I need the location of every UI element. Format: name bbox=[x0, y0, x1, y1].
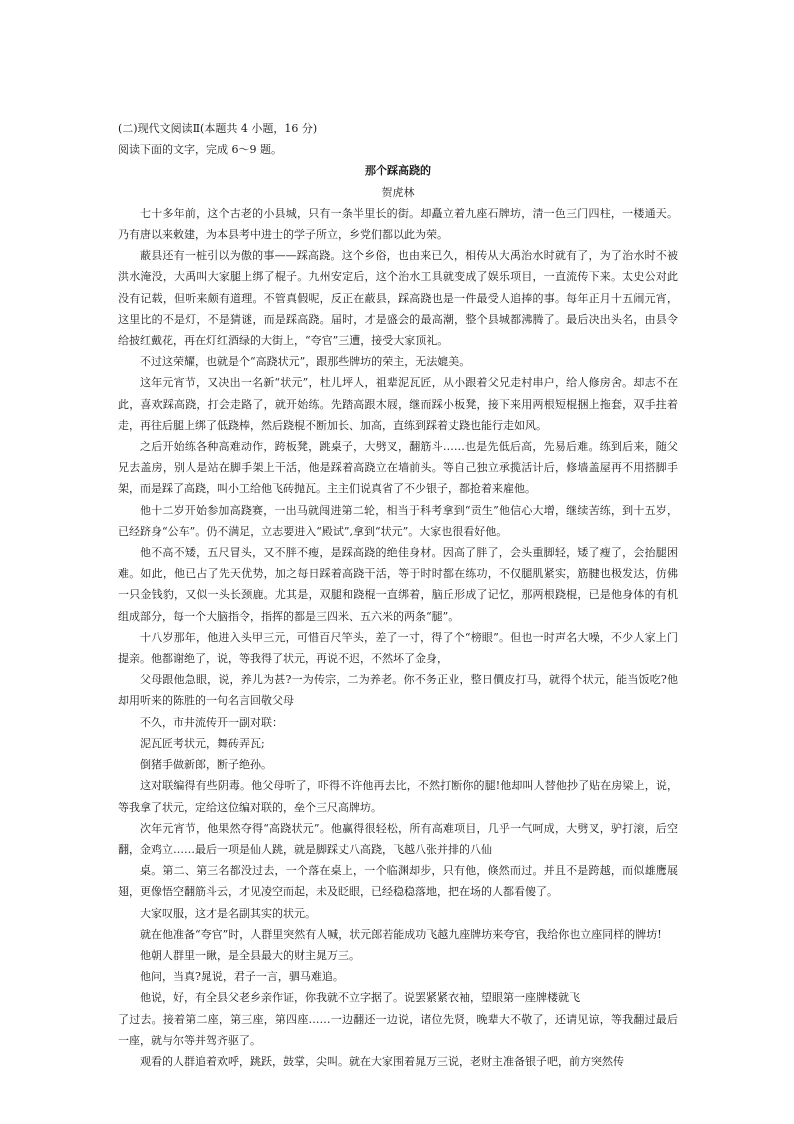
article-paragraph: 不久，市井流传开一副对联： bbox=[140, 715, 283, 729]
article-paragraph: 父母跟他急眼，说，养儿为甚?一为传宗，二为养老。你不务正业，整日價皮打马，就得个状元，能当饭吃?他却用听来的陈胜的一句名言回敬父母 bbox=[118, 673, 678, 708]
article-paragraph: 他十二岁开始参加高跷赛，一出马就闯进第二轮，相当于科考拿到“贡生”他信心大增，继续苦练，到十五岁，已经跻身“公车”。仍不满足，立志要进入“殿试”,拿到“状元”。大家也很看好他。 bbox=[118, 503, 678, 538]
article-paragraph: 不过这荣耀，也就是个“高跷状元”，跟那些牌坊的荣主，无法媲美。 bbox=[140, 355, 471, 369]
article-paragraph: 大家叹服，这才是名副其实的状元。 bbox=[140, 906, 316, 920]
article-paragraph: 次年元宵节，他果然夺得“高跷状元”。他赢得很轻松，所有高难项目，几乎一气呵成，大劈叉，驴打滚，后空翻，金鸡立……最后一项是仙人跳，就是脚踩丈八高跷，飞越八张并排的八仙 bbox=[118, 821, 678, 856]
article-paragraph: 之后开始练各种高难动作，跨板凳，跳桌子，大劈叉，翻筋斗……也是先低后高，先易后难。练到后来，随父兄去盖房，别人是站在脚手架上干活，他是踩着高跷立在墙前头。等自己独立承揽活计后，修墙盖屋再不用搭脚手架，而是踩了高跷，叫小工给他飞砖抛瓦。主主们说真省了不少银子，都抢着来雇他。 bbox=[118, 440, 678, 496]
article-paragraph: 就在他准备“夸官”时，人群里突然有人喊，状元郎若能成功飞越九座牌坊来夸官，我给你也立座同样的牌坊! bbox=[140, 927, 662, 941]
article-paragraph: 他说，好，有全县父老乡亲作证，你我就不立字据了。说罢紧紧衣袖，望眼第一座牌楼就飞 bbox=[140, 991, 580, 1005]
article-paragraph: 桌。第二、第三名都没过去，一个落在桌上，一个临渊却步，只有他，倏然而过。并且不是跨越，而似雄鹰展翅，更像悟空翻筋斗云，才见凌空而起，未及眨眼，已经稳稳落地，把在场的人都看傻了。 bbox=[118, 864, 678, 899]
article-paragraph: 蔽县还有一桩引以为傲的事——踩高跷。这个乡俗，也由来已久，相传从大禹治水时就有了，为了治水时不被洪水淹没，大禹叫大家腿上绑了棍子。九州安定后，这个治水工具就变成了娱乐项目，一直流传下来。太史公对此没有记载，但听来颇有道理。不管真假呢，反正在蔽县，踩高跷也是一件最受人追捧的事。每年正月十五闹元宵，这里比的不是灯，不是猜谜，而是踩高跷。届时，才是盛会的最高潮，整个县城都沸腾了。最后决出头名，由县令给披红戴花，再在灯红酒绿的大街上，“夸官”三遭，接受大家顶礼。 bbox=[118, 249, 678, 348]
article-paragraph: 了过去。接着第二座，第三座，第四座……一边翻还一边说，诸位先贤，晚辈大不敬了，还请见谅，等我翻过最后一座，就与尔等并驾齐驱了。 bbox=[118, 1012, 678, 1047]
article-paragraph: 他朝人群里一瞅，是全县最大的财主晁万三。 bbox=[140, 948, 360, 962]
article-paragraph: 这年元宵节，又决出一名新“状元”，杜儿坪人，祖辈泥瓦匠，从小跟着父兄走村串户，给人修房舍。却志不在此，喜欢踩高跷，打会走路了，就开始练。先踏高跟木屐，继而踩小板凳，接下来用两根短棍捆上拖套，双手拄着走，再往后腿上绑了低跷棒，然后跷棍不断加长、加高，直练到踩着丈跷也能行走如风。 bbox=[118, 376, 678, 432]
article-paragraph: 这对联编得有些阴毒。他父母听了，吓得不许他再去比，不然打断你的腿!他却叫人替他抄了贴在房梁上，说，等我拿了状元，定给这位编对联的，垒个三尺高牌坊。 bbox=[118, 779, 678, 814]
article-paragraph: 他问，当真?晁说，君子一言，驷马难追。 bbox=[140, 970, 344, 984]
article-paragraph: 十八岁那年，他进入头甲三元，可惜百尺竿头，差了一寸，得了个“榜眼”。但也一时声名大噪，不少人家上门提亲。他都谢绝了，说，等我得了状元，再说不迟，不然坏了金身， bbox=[118, 630, 678, 666]
article-title: 那个踩高跷的 bbox=[365, 164, 431, 178]
article-paragraph: 倒猪手做新郎，断子绝孙。 bbox=[140, 758, 272, 772]
article-body bbox=[118, 203, 678, 1072]
article-paragraph: 泥瓦匠考状元，舞砖弄瓦; bbox=[140, 736, 265, 750]
reading-instruction: 阅读下面的文字，完成 6～9 题。 bbox=[118, 143, 282, 157]
article-author: 贺虎林 bbox=[381, 185, 415, 199]
article-paragraph: 七十多年前，这个古老的小县城，只有一条半里长的街。却矗立着九座石牌坊，清一色三门四柱，一楼通天。乃有唐以来敕建，为本县考中进士的学子所立，乡党们都以此为荣。 bbox=[118, 206, 678, 242]
article-paragraph: 观看的人群追着欢呼，跳跃，鼓掌，尖叫。就在大家围着晁万三说，老财主准备银子吧，前方突然传 bbox=[140, 1054, 624, 1068]
exam-page bbox=[118, 118, 678, 1072]
section-header: (二)现代文阅读Ⅱ(本题共 4 小题，16 分) bbox=[118, 122, 318, 135]
article-paragraph: 他不高不矮，五尺冒头，又不胖不瘦，是踩高跷的绝佳身材。因高了胖了，会头重脚轻，矮了瘦了，会抬腿困难。如此，他已占了先天优势，加之每日踩着高跷干活，等于时时都在练功，不仅腿肌紧实，筋腱也极发达，仿佛一只金钱豹，又似一头长颈鹿。尤其是，双腿和跷棍一直绑着，脑丘形成了记忆，那两根跷棍，已是他身体的有机组成部分，每一个大脑指令，指挥的都是三四米、五六米的两条“腿”。 bbox=[118, 546, 678, 623]
